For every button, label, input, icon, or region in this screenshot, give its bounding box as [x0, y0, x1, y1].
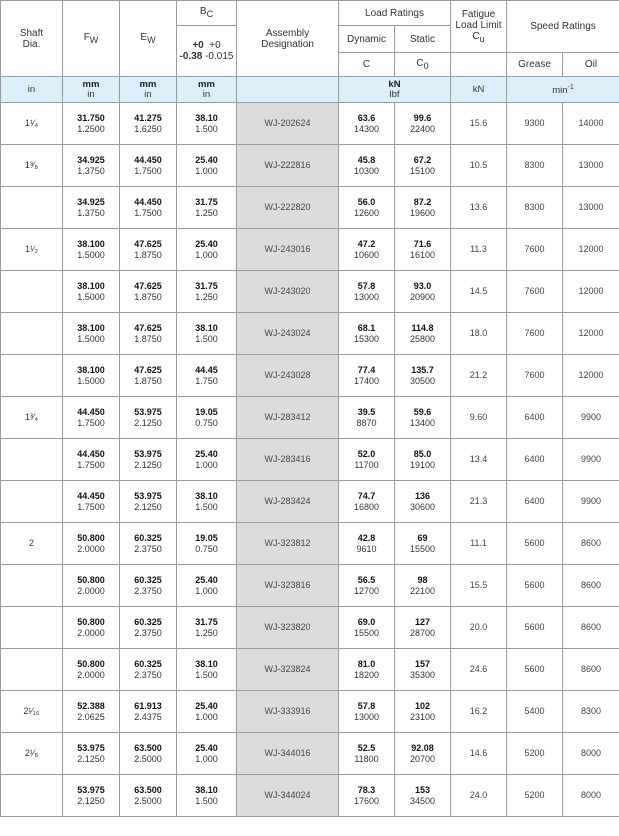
- fw-cell: 50.800 2.0000: [63, 565, 120, 607]
- bc-cell: 31.75 1.250: [177, 271, 237, 313]
- grease-header: Grease: [507, 53, 563, 77]
- shaft-dia-cell: [1, 187, 63, 229]
- load-ratings-header: Load Ratings: [339, 1, 451, 26]
- dynamic-c-cell: 69.0 15500: [339, 607, 395, 649]
- shaft-dia-cell: [1, 439, 63, 481]
- fatigue-header: Fatigue Load Limit $C_u$: [451, 1, 507, 53]
- fw-cell: 31.750 1.2500: [63, 103, 120, 145]
- dynamic-c-cell: 56.0 12600: [339, 187, 395, 229]
- shaft-dia-cell: [1, 775, 63, 817]
- ew-cell: 63.500 2.5000: [120, 775, 177, 817]
- oil-cell: 8600: [563, 523, 619, 565]
- grease-cell: 7600: [507, 229, 563, 271]
- assembly-designation-cell: WJ-323812: [237, 523, 339, 565]
- shaft-dia-cell: 1¹⁄₄: [1, 103, 63, 145]
- table-row: [1, 229, 619, 271]
- dynamic-c-cell: 56.5 12700: [339, 565, 395, 607]
- table-body: [1, 103, 619, 817]
- table-row: [1, 355, 619, 397]
- table-row: [1, 313, 619, 355]
- assembly-designation-cell: WJ-222820: [237, 187, 339, 229]
- dynamic-header: Dynamic: [339, 26, 395, 53]
- fw-cell: 38.100 1.5000: [63, 313, 120, 355]
- fw-cell: 44.450 1.7500: [63, 481, 120, 523]
- static-c0-cell: 67.2 15100: [395, 145, 451, 187]
- bc-cell: 38.10 1.500: [177, 775, 237, 817]
- ew-header: $E_W$: [120, 1, 177, 77]
- ew-cell: 53.975 2.1250: [120, 481, 177, 523]
- oil-cell: 8600: [563, 649, 619, 691]
- shaft-dia-cell: [1, 481, 63, 523]
- fw-cell: 44.450 1.7500: [63, 439, 120, 481]
- ew-cell: 60.325 2.3750: [120, 523, 177, 565]
- speed-ratings-header: Speed Ratings: [507, 1, 619, 53]
- ew-cell: 53.975 2.1250: [120, 397, 177, 439]
- oil-cell: 8600: [563, 607, 619, 649]
- table-row: [1, 523, 619, 565]
- shaft-dia-cell: 2¹⁄₁₆: [1, 691, 63, 733]
- fw-cell: 50.800 2.0000: [63, 649, 120, 691]
- grease-cell: 6400: [507, 481, 563, 523]
- grease-cell: 8300: [507, 145, 563, 187]
- fw-cell: 38.100 1.5000: [63, 229, 120, 271]
- oil-header: Oil: [563, 53, 619, 77]
- oil-cell: 13000: [563, 145, 619, 187]
- oil-cell: 12000: [563, 355, 619, 397]
- table-row: [1, 565, 619, 607]
- bc-cell: 44.45 1.750: [177, 355, 237, 397]
- dynamic-c-cell: 77.4 17400: [339, 355, 395, 397]
- c0-header: $C_0$: [395, 53, 451, 77]
- dynamic-c-cell: 42.8 9610: [339, 523, 395, 565]
- bc-cell: 38.10 1.500: [177, 649, 237, 691]
- bc-cell: 25.40 1.000: [177, 229, 237, 271]
- ew-cell: 61.913 2.4375: [120, 691, 177, 733]
- unit-fw: mm in: [63, 77, 120, 103]
- shaft-dia-cell: 2: [1, 523, 63, 565]
- fatigue-cell: 9.60: [451, 397, 507, 439]
- table-row: [1, 775, 619, 817]
- shaft-dia-cell: [1, 607, 63, 649]
- bc-cell: 25.40 1.000: [177, 733, 237, 775]
- oil-cell: 12000: [563, 313, 619, 355]
- fatigue-cell: 24.0: [451, 775, 507, 817]
- dynamic-c-cell: 81.0 18200: [339, 649, 395, 691]
- grease-cell: 7600: [507, 355, 563, 397]
- table-row: [1, 145, 619, 187]
- fatigue-cell: 15.5: [451, 565, 507, 607]
- fatigue-cell: 18.0: [451, 313, 507, 355]
- oil-cell: 12000: [563, 229, 619, 271]
- table-row: [1, 607, 619, 649]
- fw-cell: 53.975 2.1250: [63, 775, 120, 817]
- static-c0-cell: 69 15500: [395, 523, 451, 565]
- fw-cell: 34.925 1.3750: [63, 145, 120, 187]
- unit-shaft: in: [1, 77, 63, 103]
- shaft-dia-cell: 1¹⁄₂: [1, 229, 63, 271]
- shaft-dia-cell: 2¹⁄₈: [1, 733, 63, 775]
- ew-cell: 44.450 1.7500: [120, 145, 177, 187]
- shaft-dia-cell: 1³⁄₄: [1, 397, 63, 439]
- fatigue-cell: 21.2: [451, 355, 507, 397]
- table-row: [1, 439, 619, 481]
- assembly-designation-cell: WJ-283412: [237, 397, 339, 439]
- table-header: [1, 1, 619, 103]
- fatigue-cell: 11.3: [451, 229, 507, 271]
- dynamic-c-cell: 57.8 13000: [339, 691, 395, 733]
- bc-cell: 38.10 1.500: [177, 103, 237, 145]
- fatigue-cell: 13.6: [451, 187, 507, 229]
- dynamic-c-cell: 68.1 15300: [339, 313, 395, 355]
- oil-cell: 9900: [563, 439, 619, 481]
- table-row: [1, 649, 619, 691]
- assembly-designation-cell: WJ-202624: [237, 103, 339, 145]
- table-row: [1, 691, 619, 733]
- static-c0-cell: 136 30600: [395, 481, 451, 523]
- assembly-designation-cell: WJ-222816: [237, 145, 339, 187]
- unit-load: kN lbf: [339, 77, 451, 103]
- ew-cell: 60.325 2.3750: [120, 607, 177, 649]
- assembly-designation-cell: WJ-323824: [237, 649, 339, 691]
- dynamic-c-cell: 52.0 11700: [339, 439, 395, 481]
- shaft-dia-header: Shaft Dia.: [1, 1, 63, 77]
- oil-cell: 8300: [563, 691, 619, 733]
- fw-cell: 44.450 1.7500: [63, 397, 120, 439]
- oil-cell: 14000: [563, 103, 619, 145]
- static-c0-cell: 127 28700: [395, 607, 451, 649]
- dynamic-c-cell: 52.5 11800: [339, 733, 395, 775]
- fatigue-cell: 11.1: [451, 523, 507, 565]
- static-c0-cell: 93.0 20900: [395, 271, 451, 313]
- fw-cell: 50.800 2.0000: [63, 523, 120, 565]
- shaft-dia-cell: 1³⁄₈: [1, 145, 63, 187]
- oil-cell: 9900: [563, 481, 619, 523]
- fw-cell: 38.100 1.5000: [63, 271, 120, 313]
- static-c0-cell: 114.8 25800: [395, 313, 451, 355]
- units-row: [1, 77, 619, 103]
- bc-cell: 25.40 1.000: [177, 439, 237, 481]
- dynamic-c-cell: 39.5 8870: [339, 397, 395, 439]
- grease-cell: 5600: [507, 523, 563, 565]
- static-c0-cell: 135.7 30500: [395, 355, 451, 397]
- shaft-dia-cell: [1, 565, 63, 607]
- table-row: [1, 103, 619, 145]
- fw-cell: 53.975 2.1250: [63, 733, 120, 775]
- assembly-designation-cell: WJ-344024: [237, 775, 339, 817]
- fw-cell: 52.388 2.0625: [63, 691, 120, 733]
- fatigue-cell: 14.5: [451, 271, 507, 313]
- oil-cell: 8000: [563, 775, 619, 817]
- bc-cell: 19.05 0.750: [177, 397, 237, 439]
- fatigue-cell: 16.2: [451, 691, 507, 733]
- ew-cell: 47.625 1.8750: [120, 229, 177, 271]
- fw-cell: 34.925 1.3750: [63, 187, 120, 229]
- grease-cell: 5600: [507, 607, 563, 649]
- dynamic-c-cell: 47.2 10600: [339, 229, 395, 271]
- grease-cell: 6400: [507, 439, 563, 481]
- dynamic-c-cell: 74.7 16800: [339, 481, 395, 523]
- static-c0-cell: 102 23100: [395, 691, 451, 733]
- dynamic-c-cell: 57.8 13000: [339, 271, 395, 313]
- bc-cell: 19.05 0.750: [177, 523, 237, 565]
- bc-cell: 25.40 1.000: [177, 691, 237, 733]
- ew-cell: 47.625 1.8750: [120, 271, 177, 313]
- fatigue-cell: 21.3: [451, 481, 507, 523]
- table-row: [1, 271, 619, 313]
- ew-cell: 47.625 1.8750: [120, 355, 177, 397]
- shaft-dia-cell: [1, 313, 63, 355]
- oil-cell: 12000: [563, 271, 619, 313]
- fatigue-cell: 10.5: [451, 145, 507, 187]
- assembly-designation-cell: WJ-344016: [237, 733, 339, 775]
- table-row: [1, 397, 619, 439]
- ew-cell: 53.975 2.1250: [120, 439, 177, 481]
- assembly-designation-cell: WJ-243016: [237, 229, 339, 271]
- grease-cell: 5200: [507, 775, 563, 817]
- assembly-designation-cell: WJ-243024: [237, 313, 339, 355]
- grease-cell: 7600: [507, 271, 563, 313]
- oil-cell: 13000: [563, 187, 619, 229]
- fatigue-cell: 24.6: [451, 649, 507, 691]
- static-c0-cell: 153 34500: [395, 775, 451, 817]
- bc-header: $B_C$: [177, 1, 237, 26]
- assembly-designation-cell: WJ-283416: [237, 439, 339, 481]
- assembly-designation-cell: WJ-323816: [237, 565, 339, 607]
- bc-cell: 25.40 1.000: [177, 145, 237, 187]
- unit-bc: mm in: [177, 77, 237, 103]
- static-c0-cell: 87.2 19600: [395, 187, 451, 229]
- bc-cell: 31.75 1.250: [177, 607, 237, 649]
- grease-cell: 6400: [507, 397, 563, 439]
- ew-cell: 44.450 1.7500: [120, 187, 177, 229]
- bc-cell: 25.40 1.000: [177, 565, 237, 607]
- grease-cell: 5400: [507, 691, 563, 733]
- oil-cell: 8600: [563, 565, 619, 607]
- table-row: [1, 187, 619, 229]
- shaft-dia-cell: [1, 649, 63, 691]
- fatigue-cell: 20.0: [451, 607, 507, 649]
- fw-cell: 38.100 1.5000: [63, 355, 120, 397]
- assembly-designation-cell: WJ-243028: [237, 355, 339, 397]
- grease-cell: 5600: [507, 565, 563, 607]
- shaft-dia-cell: [1, 271, 63, 313]
- shaft-dia-cell: [1, 355, 63, 397]
- assembly-header: Assembly Designation: [237, 1, 339, 77]
- table-row: [1, 733, 619, 775]
- dynamic-c-cell: 45.8 10300: [339, 145, 395, 187]
- static-c0-cell: 157 35300: [395, 649, 451, 691]
- c-header: C: [339, 53, 395, 77]
- ew-cell: 47.625 1.8750: [120, 313, 177, 355]
- ew-cell: 63.500 2.5000: [120, 733, 177, 775]
- static-c0-cell: 92.08 20700: [395, 733, 451, 775]
- ew-cell: 60.325 2.3750: [120, 649, 177, 691]
- static-c0-cell: 99.6 22400: [395, 103, 451, 145]
- fatigue-cell: 15.6: [451, 103, 507, 145]
- ew-cell: 60.325 2.3750: [120, 565, 177, 607]
- unit-fatigue: kN: [451, 77, 507, 103]
- bc-tolerance: +0 +0 -0.38 -0.015: [177, 26, 237, 77]
- fatigue-cell: 14.6: [451, 733, 507, 775]
- grease-cell: 5200: [507, 733, 563, 775]
- grease-cell: 5600: [507, 649, 563, 691]
- unit-assembly: [237, 77, 339, 103]
- grease-cell: 8300: [507, 187, 563, 229]
- static-c0-cell: 71.6 16100: [395, 229, 451, 271]
- fatigue-cell: 13.4: [451, 439, 507, 481]
- grease-cell: 7600: [507, 313, 563, 355]
- unit-speed: $\min^{-1}$: [507, 77, 619, 103]
- static-c0-cell: 98 22100: [395, 565, 451, 607]
- fatigue-sub-blank: [451, 53, 507, 77]
- static-header: Static: [395, 26, 451, 53]
- bc-cell: 31.75 1.250: [177, 187, 237, 229]
- table-row: [1, 481, 619, 523]
- assembly-designation-cell: WJ-323820: [237, 607, 339, 649]
- assembly-designation-cell: WJ-333916: [237, 691, 339, 733]
- assembly-designation-cell: WJ-243020: [237, 271, 339, 313]
- fw-cell: 50.800 2.0000: [63, 607, 120, 649]
- oil-cell: 8000: [563, 733, 619, 775]
- static-c0-cell: 85.0 19100: [395, 439, 451, 481]
- ew-cell: 41.275 1.6250: [120, 103, 177, 145]
- bc-cell: 38.10 1.500: [177, 313, 237, 355]
- grease-cell: 9300: [507, 103, 563, 145]
- dynamic-c-cell: 78.3 17600: [339, 775, 395, 817]
- bc-cell: 38.10 1.500: [177, 481, 237, 523]
- dynamic-c-cell: 63.6 14300: [339, 103, 395, 145]
- unit-ew: mm in: [120, 77, 177, 103]
- assembly-designation-cell: WJ-283424: [237, 481, 339, 523]
- static-c0-cell: 59.6 13400: [395, 397, 451, 439]
- oil-cell: 9900: [563, 397, 619, 439]
- fw-header: $F_W$: [63, 1, 120, 77]
